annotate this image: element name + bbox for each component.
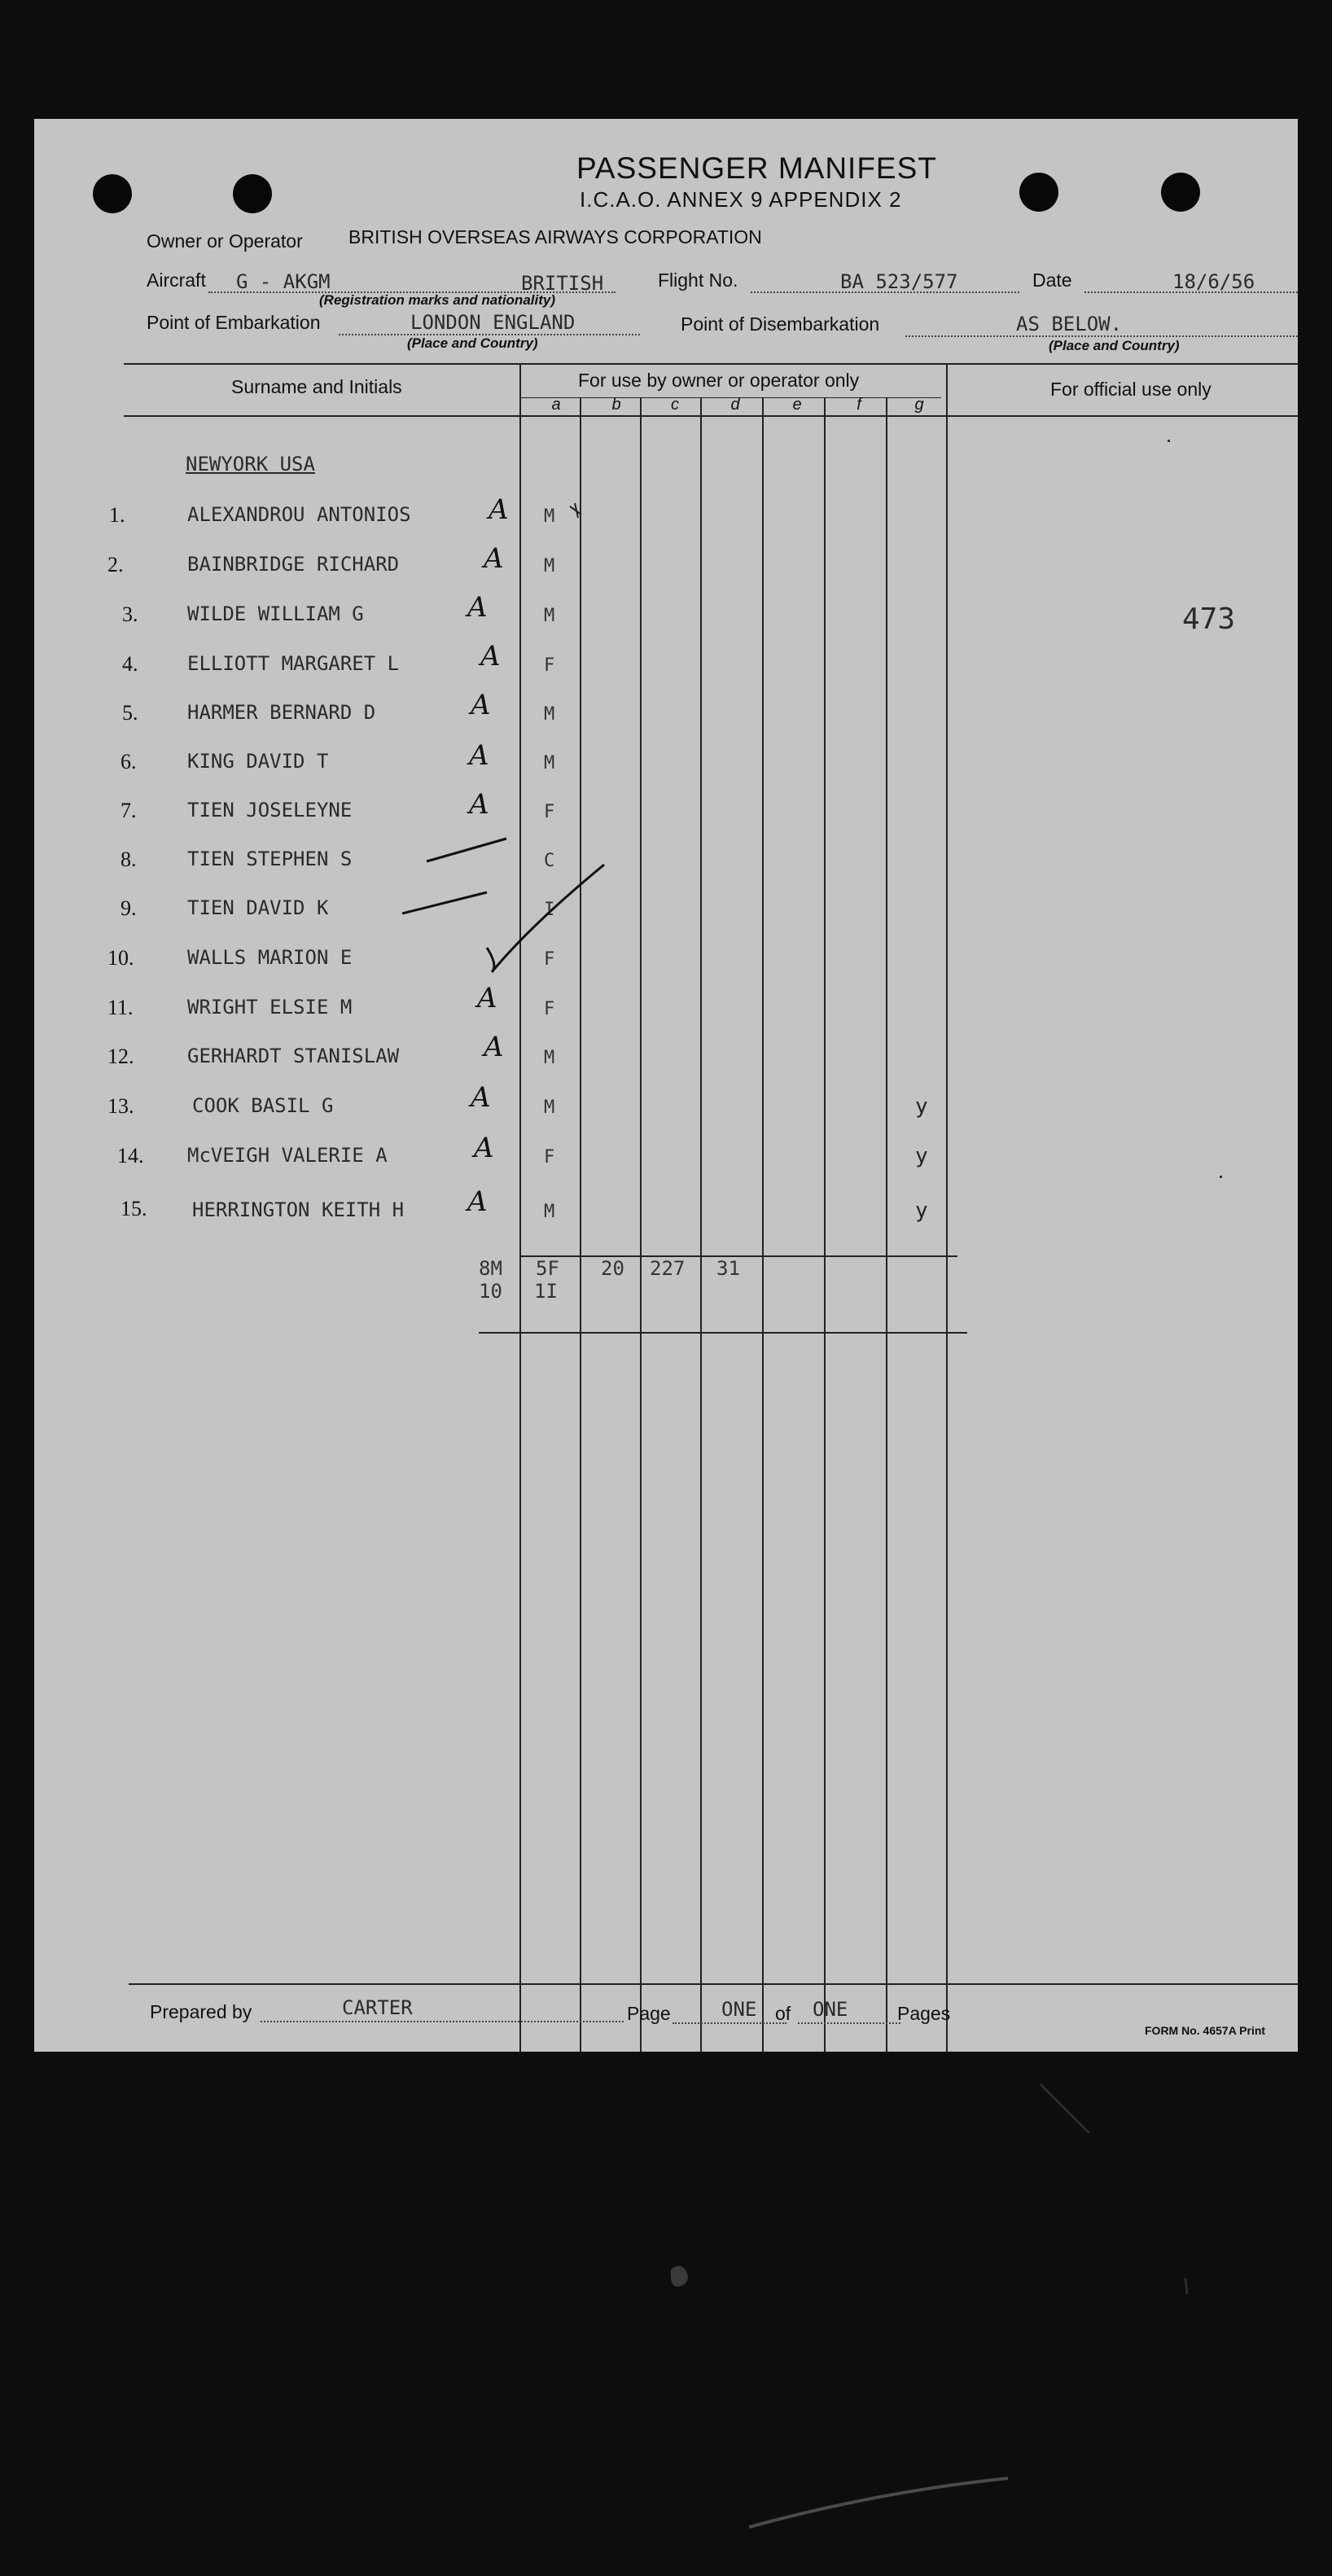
scratch-mark [1185, 2278, 1187, 2294]
total-column-c: 227 [650, 1257, 686, 1280]
row-number: 7. [120, 799, 137, 822]
row-number: 8. [120, 848, 137, 871]
sex-cell: F [544, 949, 555, 970]
passenger-name: HERRINGTON KEITH H [192, 1198, 405, 1221]
row-number: 1. [109, 503, 125, 527]
sex-cell: M [544, 1048, 555, 1068]
passenger-name: COOK BASIL G [192, 1094, 334, 1117]
surname-header: Surname and Initials [231, 376, 402, 397]
aircraft-label: Aircraft [147, 269, 206, 291]
column-letter-a: a [551, 396, 561, 414]
prepared-by-label: Prepared by [150, 2001, 252, 2022]
passenger-name: WRIGHT ELSIE M [187, 996, 353, 1019]
sex-cell: M [544, 1202, 555, 1222]
column-g-cell: y [915, 1144, 928, 1168]
passenger-name: ELLIOTT MARGARET L [187, 652, 400, 675]
embarkation-note: (Place and Country) [407, 335, 538, 351]
sex-cell: M [544, 753, 555, 773]
blob-mark [671, 2266, 688, 2287]
of-label: of [775, 2003, 791, 2024]
sex-cell: F [544, 655, 555, 676]
prepared-by-value: CARTER [342, 1996, 413, 2019]
sex-cell: M [544, 606, 555, 626]
row-number: 10. [107, 946, 134, 970]
handwritten-mark: A [469, 788, 489, 821]
disembarkation-note: (Place and Country) [1049, 338, 1180, 353]
handwritten-mark: A [471, 1081, 491, 1114]
sex-cell: F [544, 802, 555, 822]
pages-label: Pages [897, 2003, 951, 2024]
handwritten-mark: A [489, 493, 509, 526]
flight-label: Flight No. [658, 269, 738, 291]
row-number: 4. [122, 652, 138, 676]
row-number: 11. [107, 996, 134, 1019]
owner-label: Owner or Operator [147, 230, 303, 252]
total-males: 8M [479, 1257, 502, 1280]
embarkation-value: LONDON ENGLAND [410, 311, 576, 334]
scratch-mark [749, 2478, 1008, 2527]
disembarkation-label: Point of Disembarkation [681, 313, 880, 335]
form-subtitle: I.C.A.O. ANNEX 9 APPENDIX 2 [580, 187, 902, 212]
scratch-mark [1041, 2084, 1089, 2133]
passenger-name: GERHARDT STANISLAW [187, 1045, 400, 1067]
sex-cell: M [544, 506, 555, 527]
row-number: 15. [120, 1197, 147, 1220]
page-value: ONE [721, 1998, 757, 2021]
handwritten-mark: A [484, 1031, 504, 1063]
passenger-name: TIEN DAVID K [187, 896, 329, 919]
column-letter-g: g [914, 396, 924, 414]
row-number: 13. [107, 1094, 134, 1118]
registration-note: (Registration marks and nationality) [319, 292, 555, 308]
sex-cell: C [544, 851, 555, 871]
row-number: 2. [107, 553, 124, 576]
column-letter-d: d [730, 396, 740, 414]
official-use-note: 473 [1182, 602, 1236, 636]
row-number: 5. [122, 701, 138, 725]
row-number: 12. [107, 1045, 134, 1068]
column-letter-b: b [611, 396, 621, 414]
owner-value: BRITISH OVERSEAS AIRWAYS CORPORATION [348, 226, 762, 248]
column-letter-e: e [792, 396, 802, 414]
row-number: 6. [120, 750, 137, 773]
column-letter-c: c [671, 396, 679, 414]
date-label: Date [1032, 269, 1072, 291]
passenger-name: HARMER BERNARD D [187, 701, 376, 724]
passenger-name: TIEN JOSELEYNE [187, 799, 353, 821]
form-title: PASSENGER MANIFEST [576, 151, 937, 185]
sex-cell: F [544, 1147, 555, 1168]
of-value: ONE [813, 1998, 848, 2021]
passenger-name: McVEIGH VALERIE A [187, 1144, 388, 1167]
passenger-name: BAINBRIDGE RICHARD [187, 553, 400, 576]
handwritten-mark: A [474, 1132, 494, 1164]
row-number: 3. [122, 602, 138, 626]
total-females: 5F [536, 1257, 559, 1280]
handwritten-mark: A [477, 982, 497, 1014]
form-number: FORM No. 4657A Print [1145, 2024, 1266, 2037]
embarkation-label: Point of Embarkation [147, 312, 321, 333]
handwritten-mark: A [467, 1185, 488, 1218]
column-g-cell: y [915, 1094, 928, 1119]
handwritten-mark: A [484, 542, 504, 575]
total-line2-left: 10 [479, 1280, 502, 1303]
passenger-name: KING DAVID T [187, 750, 329, 773]
destination-heading: NEWYORK USA [186, 453, 315, 475]
passenger-name: WILDE WILLIAM G [187, 602, 364, 625]
column-letter-f: f [857, 396, 861, 414]
official-header: For official use only [1050, 379, 1212, 400]
sex-cell: M [544, 1097, 555, 1118]
operator-header: For use by owner or operator only [578, 370, 860, 391]
sex-cell: M [544, 704, 555, 725]
passenger-name: ALEXANDROU ANTONIOS [187, 503, 411, 526]
sex-cell: I [544, 900, 555, 920]
total-line2-a: 1I [534, 1280, 558, 1303]
aircraft-registration: G - AKGM [236, 270, 331, 293]
total-column-d: 31 [716, 1257, 740, 1280]
sex-cell: M [544, 556, 555, 576]
disembarkation-value: AS BELOW. [1016, 313, 1123, 335]
page-label: Page [627, 2003, 671, 2024]
passenger-name: TIEN STEPHEN S [187, 848, 353, 870]
row-number: 14. [117, 1144, 144, 1168]
sex-cell: F [544, 999, 555, 1019]
total-column-b: 20 [601, 1257, 624, 1280]
handwritten-mark: A [467, 591, 488, 624]
passenger-name: WALLS MARION E [187, 946, 353, 969]
handwritten-mark: A [480, 640, 501, 672]
row-number: 9. [120, 896, 137, 920]
handwritten-mark: A [471, 689, 491, 721]
handwritten-mark: A [469, 739, 489, 772]
column-g-cell: y [915, 1198, 928, 1223]
flight-number: BA 523/577 [840, 270, 958, 293]
aircraft-nationality: BRITISH [521, 272, 604, 295]
date-value: 18/6/56 [1172, 270, 1255, 293]
